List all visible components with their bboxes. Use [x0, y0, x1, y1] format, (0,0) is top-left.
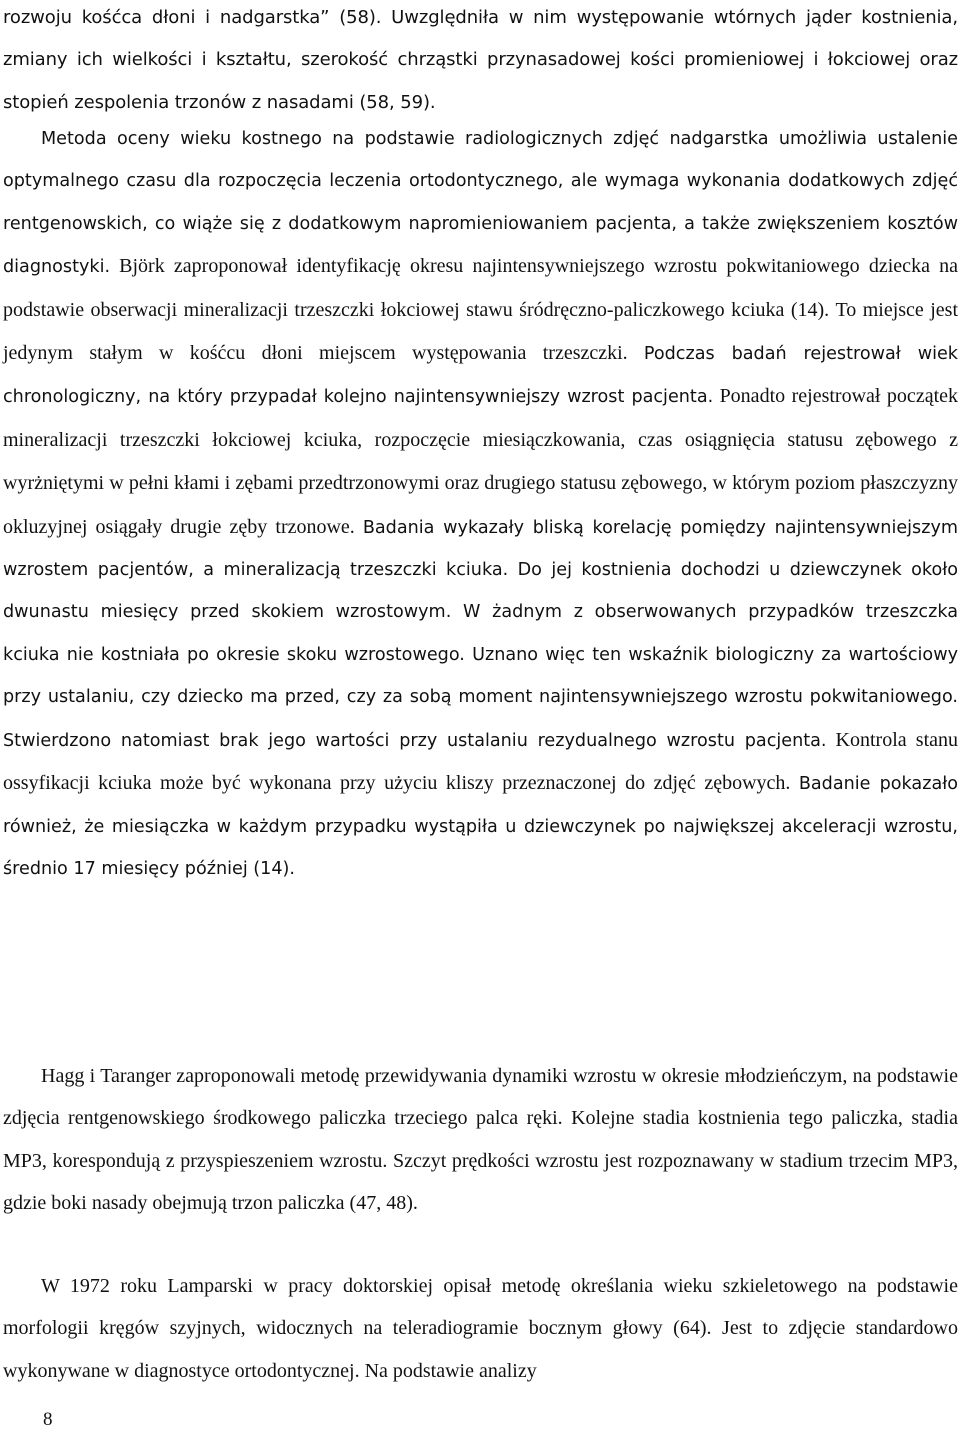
paragraph-continuation: rozwoju kośćca dłoni i nadgarstka” (58). Uwzględniła w nim występowanie wtórnych jąder kostnienia, zmiany ich wielkości i kształtu, szerokość chrząstki przynasadowej kości promieniowej i łokciowej oraz stopień zespolenia trzonów z nasadami (58, 59).: [3, 7, 958, 113]
document-page: [3, 0, 958, 1432]
page-number: 8: [43, 1409, 53, 1430]
text-segment: Ponadto rejestrował początek mineralizacji trzeszczki łokciowej kciuka, rozpoczęcie miesiączkowania, czas osiągnięcia statusu zębowego z wyrżniętymi w pełni kłami i zębami przedtrzonowymi oraz drugiego statusu zębowego, w którym poziom płaszczyzny okluzyjnej osiągały drugie zęby trzonowe.: [3, 385, 958, 538]
text-segment: Kontrola stanu ossyfikacji kciuka może być wykonana przy użyciu kliszy przeznaczonej do zdjęć zębowych.: [3, 728, 959, 795]
paragraph-lamparski: W 1972 roku Lamparski w pracy doktorskiej opisał metodę określania wieku szkieletowego na podstawie morfologii kręgów szyjnych, widocznych na teleradiogramie bocznym głowy (64). Jest to zdjęcie standardowo wykonywane w diagnostyce ortodontycznej. Na podstawie analizy: [3, 1275, 958, 1382]
paragraph-bone-age-methods: [3, 118, 958, 890]
text-segment: Badanie pokazało również, że miesiączka w każdym przypadku wystąpiła u dziewczynek po największej akceleracji wzrostu, średnio 17 miesięcy później (14).: [3, 774, 958, 879]
paragraph-hagg-taranger: Hagg i Taranger zaproponowali metodę przewidywania dynamiki wzrostu w okresie młodzieńczym, na podstawie zdjęcia rentgenowskiego środkowego paliczka trzeciego palca ręki. Kolejne stadia kostnienia tego paliczka, stadia MP3, korespondują z przyspieszeniem wzrostu. Szczyt prędkości wzrostu jest rozpoznawany w stadium trzecim MP3, gdzie boki nasady obejmują trzon paliczka (47, 48).: [3, 1065, 958, 1215]
text-segment: To miejsce jest jedynym stałym w kośćcu dłoni miejscem występowania trzeszczki.: [3, 298, 958, 365]
text-segment: Metoda oceny wieku kostnego na podstawie radiologicznych zdjęć nadgarstka umożliwia ustalenie optymalnego czasu dla rozpoczęcia leczenia ortodontycznego, ale wymaga wykonania dodatkowych zdjęć rentgenowskich, co wiąże się z dodatkowym napromieniowaniem pacjenta, a także zwiększeniem kosztów diagnostyki.: [3, 129, 958, 278]
text-segment: Podczas badań rejestrował wiek chronologiczny, na który przypadał kolejno najintensywniejszy wzrost pacjenta.: [3, 344, 958, 408]
text-segment: Björk zaproponował identyfikację okresu najintensywniejszego wzrostu pokwitaniowego dziecka na podstawie obserwacji mineralizacji trzeszczki łokciowej stawu śródręczno-paliczkowego kciuka (14).: [3, 255, 959, 321]
text-segment: Badania wykazały bliską korelację pomiędzy najintensywniejszym wzrostem pacjentów, a mineralizacją trzeszczki kciuka. Do jej kostnienia dochodzi u dziewczynek około dwunastu miesięcy przed skokiem wzrostowym. W żadnym z obserwowanych przypadków trzeszczka kciuka nie kostniała po okresie skoku wzrostowego. Uznano więc ten wskaźnik biologiczny za wartościowy przy ustalaniu, czy dziecko ma przed, czy za sobą moment najintensywniejszego wzrostu pokwitaniowego. Stwierdzono natomiast brak jego wartości przy ustalaniu rezydualnego wzrostu pacjenta.: [3, 517, 959, 751]
